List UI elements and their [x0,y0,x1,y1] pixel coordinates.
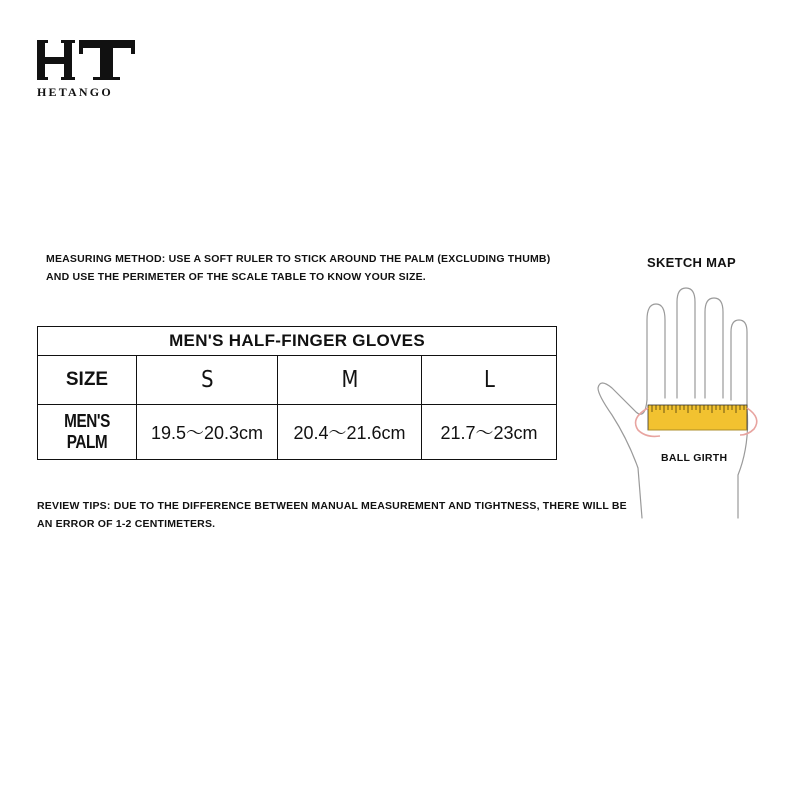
table-header-row [38,356,557,405]
table-row [38,405,557,460]
measuring-method-text: MEASURING METHOD: USE A SOFT RULER TO STICK AROUND THE PALM (EXCLUDING THUMB) AND USE THE PERIMETER OF THE SCALE TABLE TO KNOW YOUR SIZE. [46,253,551,283]
size-m: M [278,356,422,405]
value-s: 19.5～20.3cm [137,405,278,460]
sketch-map-title: SKETCH MAP [647,255,736,270]
review-tips-text: REVIEW TIPS: DUE TO THE DIFFERENCE BETWEEN MANUAL MEASUREMENT AND TIGHTNESS, THERE WILL BE AN ERROR OF 1-2 CENTIMETERS. [37,500,627,530]
size-header-label: SIZE [38,356,137,405]
size-table [37,326,557,460]
row-label: MEN'S PALM [38,405,137,460]
size-s: S [137,356,278,405]
value-m: 20.4～21.6cm [278,405,422,460]
logo-mark [37,38,137,82]
value-l: 21.7～23cm [422,405,557,460]
hand-illustration-icon [590,280,770,525]
table-title: MEN'S HALF-FINGER GLOVES [38,327,557,356]
ball-girth-label: BALL GIRTH [661,452,728,464]
size-l: L [422,356,557,405]
brand-logo [37,38,137,99]
brand-name: HETANGO [37,85,113,99]
